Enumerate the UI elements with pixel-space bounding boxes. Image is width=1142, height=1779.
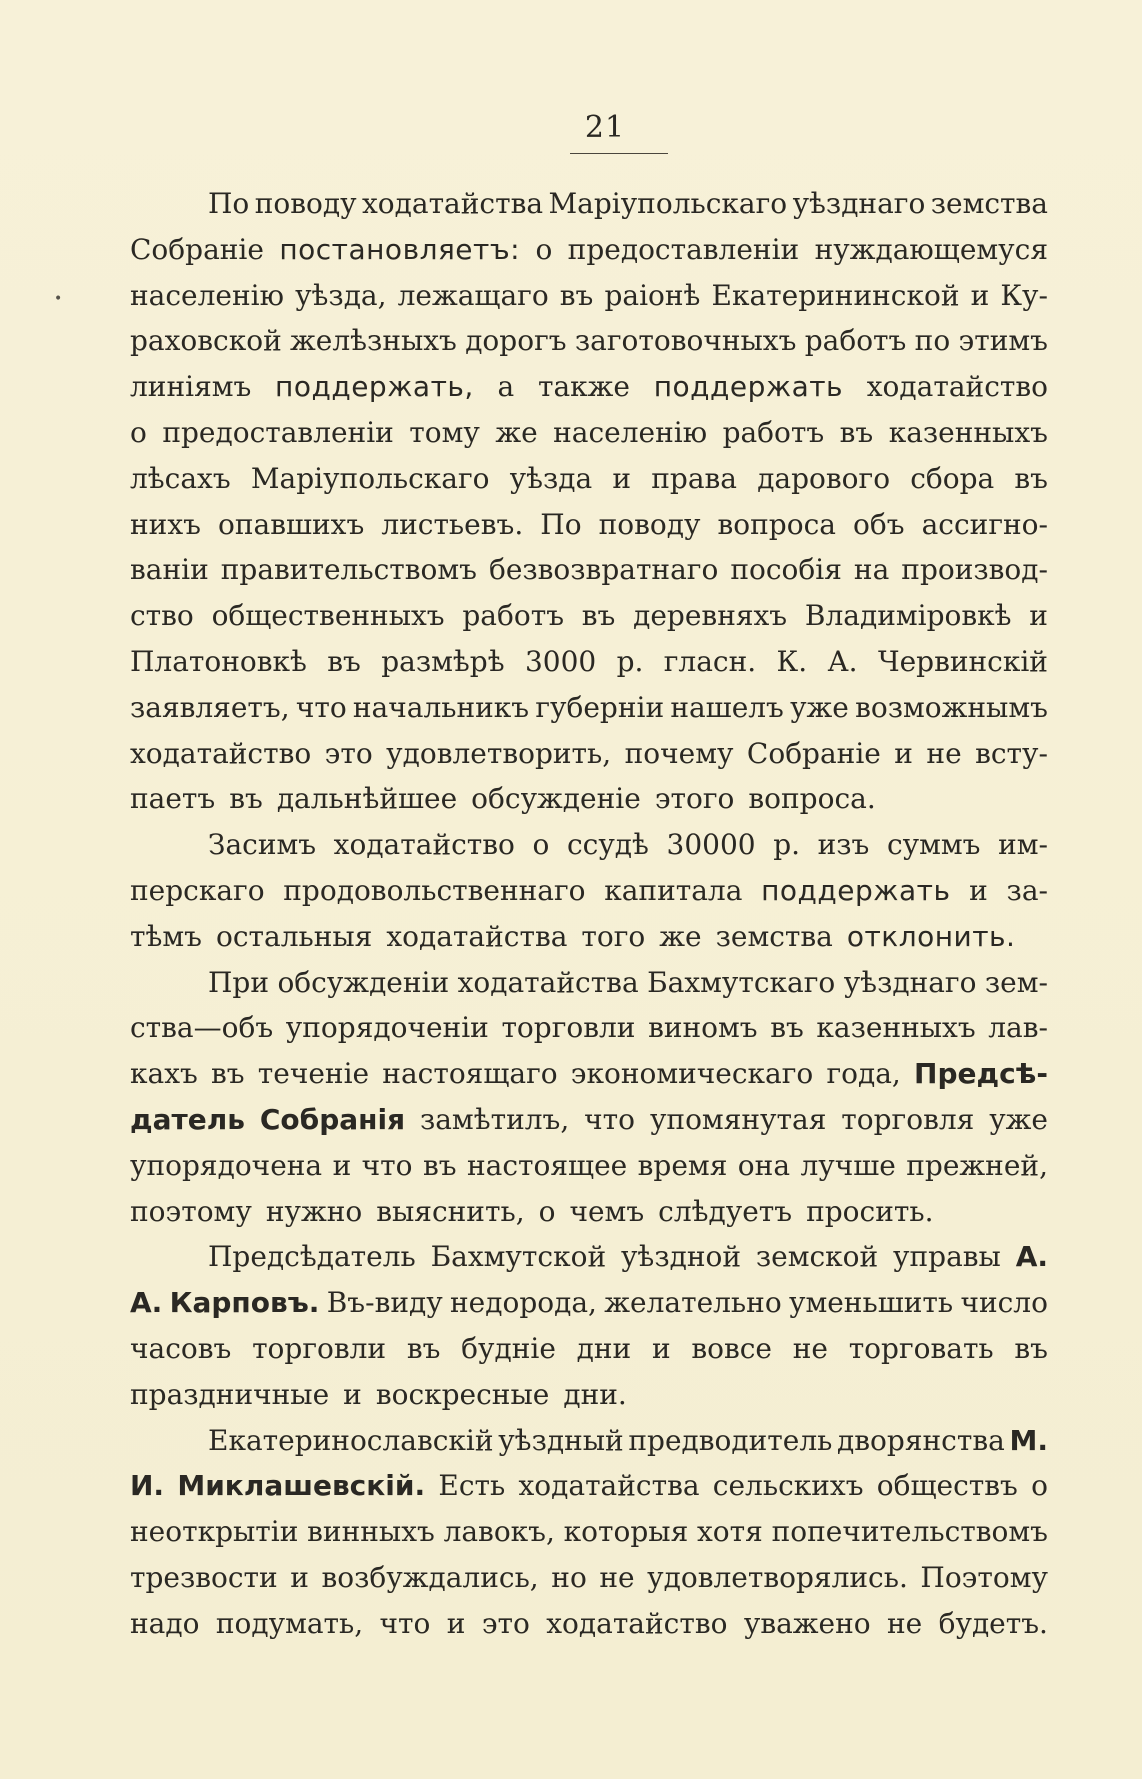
word: возможнымъ	[855, 690, 1048, 724]
word: дни.	[563, 1377, 627, 1411]
word: въ	[770, 1011, 804, 1045]
word: также	[537, 370, 630, 404]
word: желѣзныхъ	[290, 324, 457, 358]
page-number-rule	[570, 153, 668, 154]
word: вопроса.	[748, 782, 876, 816]
word: заготовочныхъ	[574, 324, 797, 358]
word: дальнѣйшее	[276, 782, 458, 816]
text-line	[130, 547, 1048, 593]
word: того	[581, 919, 646, 953]
word: а	[497, 370, 515, 404]
word: лав-	[988, 1011, 1048, 1045]
page-number: 21	[584, 110, 626, 145]
word: упомянутая	[649, 1102, 827, 1136]
body-text	[130, 181, 1048, 1647]
word: населенію	[130, 278, 284, 312]
text-line	[130, 1372, 1048, 1418]
word: которыя	[563, 1515, 689, 1549]
word: настоящаго	[382, 1057, 558, 1091]
text-line	[130, 685, 1048, 731]
word: ходатайства	[361, 187, 544, 220]
text-line	[130, 731, 1048, 777]
word: капитала	[604, 873, 743, 907]
word: Владиміровкѣ	[804, 599, 1012, 633]
word: винныхъ	[307, 1515, 435, 1549]
word: за-	[1006, 873, 1048, 907]
text-line	[130, 273, 1048, 319]
word: дорогъ	[465, 324, 567, 358]
spaced-emphasis-word: поддержать	[761, 873, 951, 907]
bold-name-word: Собранія	[259, 1102, 406, 1136]
word: трезвости	[130, 1560, 278, 1594]
word: выяснить,	[376, 1194, 525, 1228]
text-line	[130, 1143, 1048, 1189]
word: сбора	[910, 461, 995, 495]
word: ходатайства	[518, 1469, 700, 1503]
word: лавокъ,	[443, 1515, 555, 1549]
word: Червинскій	[877, 644, 1048, 678]
word: заявляетъ,	[130, 690, 290, 724]
word: Есть	[438, 1469, 506, 1503]
word: линіямъ	[130, 370, 252, 404]
word: листьевъ.	[381, 507, 524, 541]
word: дворянства	[837, 1423, 1005, 1457]
word: о	[532, 828, 550, 862]
word: въ	[1014, 461, 1048, 495]
text-line	[130, 1418, 1048, 1464]
word: нуждающемуся	[814, 232, 1048, 266]
word: въ	[327, 644, 361, 678]
word: воскресные	[375, 1377, 550, 1411]
word: обсужденіи	[277, 965, 450, 999]
word: замѣтилъ,	[419, 1102, 570, 1136]
word: Собраніе	[746, 736, 881, 770]
word: уѣзда,	[295, 278, 387, 312]
word: По	[208, 187, 250, 220]
word: ходатайство	[130, 736, 312, 770]
text-line	[130, 1097, 1048, 1143]
word: 30000	[666, 828, 756, 862]
word: же	[495, 415, 538, 449]
word: ходатайства	[386, 919, 568, 953]
spaced-emphasis-word: поддержать,	[275, 370, 474, 404]
word: лежащаго	[397, 278, 549, 312]
word: размѣрѣ	[381, 644, 505, 678]
text-line	[130, 1509, 1048, 1555]
text-line	[130, 410, 1048, 456]
bold-name-word: Карповъ.	[169, 1286, 320, 1320]
word: время	[637, 1148, 728, 1182]
word: лѣсахъ	[130, 461, 231, 495]
word: начальникъ	[352, 690, 530, 724]
text-line	[130, 868, 1048, 914]
word: въ	[559, 278, 594, 312]
word: деревняхъ	[633, 599, 788, 633]
word: даровогo	[757, 461, 891, 495]
word: и	[446, 1606, 466, 1640]
word: нихъ	[130, 507, 201, 541]
word: изъ	[817, 828, 870, 862]
word: земской	[755, 1240, 879, 1274]
text-line	[130, 502, 1048, 548]
word: почему	[624, 736, 734, 770]
spaced-emphasis-word: поддержать	[653, 370, 844, 404]
word: Платоновкѣ	[130, 644, 307, 678]
text-line	[130, 1051, 1048, 1097]
word: хотя	[697, 1515, 763, 1549]
word: неоткрытіи	[130, 1515, 299, 1549]
word: общественныхъ	[211, 599, 445, 633]
word: казенныхъ	[816, 1011, 976, 1045]
word: слѣдуетъ	[658, 1194, 793, 1228]
margin-mark: •	[54, 291, 63, 307]
word: ходатайство	[866, 370, 1048, 404]
word: Екатерининской	[711, 278, 960, 312]
word: упорядоченіи	[285, 1011, 489, 1045]
word: будетъ.	[938, 1606, 1048, 1640]
word: желательно	[604, 1286, 782, 1320]
word: права	[651, 461, 738, 495]
word: вовсе	[691, 1331, 772, 1365]
word: предоставленіи	[567, 232, 800, 266]
word: дни	[576, 1331, 632, 1365]
word: о	[1031, 1469, 1048, 1503]
word: на	[853, 553, 890, 587]
word: что	[295, 690, 347, 724]
word: 3000	[524, 644, 597, 678]
word: К.	[776, 644, 808, 678]
word: А.	[827, 644, 858, 678]
word: возбуждались,	[321, 1560, 539, 1594]
word: этого	[654, 782, 735, 816]
word: обсужденіе	[471, 782, 641, 816]
word: ходатайства	[457, 965, 639, 999]
word: въ	[581, 599, 616, 633]
word: въ	[211, 1057, 245, 1091]
word: раховской	[130, 324, 282, 358]
word: прежней,	[906, 1148, 1048, 1182]
word: лучше	[800, 1148, 896, 1182]
word: и	[343, 1377, 362, 1411]
word: остальныя	[215, 919, 373, 953]
word: будніе	[461, 1331, 556, 1365]
text-line	[130, 181, 1048, 227]
word: суммъ	[886, 828, 981, 862]
word: въ	[229, 782, 263, 816]
word: р.	[773, 828, 801, 862]
word: чемъ	[569, 1194, 645, 1228]
word: число	[960, 1286, 1048, 1320]
word: уѣздной	[620, 1240, 742, 1274]
text-line	[130, 639, 1048, 685]
bold-name-word: А.	[130, 1286, 163, 1320]
word: вопроса	[717, 507, 836, 541]
word: поводу	[598, 507, 701, 541]
word: ваніи	[130, 553, 209, 587]
word: паетъ	[130, 782, 216, 816]
word: уменьшить	[788, 1286, 954, 1320]
word: При	[208, 965, 270, 999]
word: торговли	[501, 1011, 636, 1045]
word: поэтому	[130, 1194, 252, 1228]
word: р.	[616, 644, 644, 678]
spaced-emphasis-word: постановляетъ:	[279, 232, 521, 266]
word: ства—объ	[130, 1011, 274, 1045]
word: Екатеринославскій	[208, 1423, 494, 1457]
bold-name-word: И.	[130, 1469, 165, 1503]
word: ство	[130, 599, 194, 633]
word: Засимъ	[208, 828, 317, 862]
word: Бахмутской	[430, 1240, 607, 1274]
word: недорода,	[450, 1286, 597, 1320]
word: уже	[989, 1102, 1048, 1136]
word: экономическаго	[570, 1057, 814, 1091]
word: теченіе	[257, 1057, 370, 1091]
word: торговать	[848, 1331, 994, 1365]
word: въ	[839, 415, 874, 449]
word: по	[914, 324, 951, 358]
word: года,	[826, 1057, 901, 1091]
text-line	[130, 1189, 1048, 1235]
word: просить.	[806, 1194, 934, 1228]
bold-name-word: Миклашевскій.	[177, 1469, 426, 1503]
word: часовъ	[130, 1331, 232, 1365]
word: но	[551, 1560, 587, 1594]
word: перскаго	[130, 873, 265, 907]
word: уѣзда	[509, 461, 593, 495]
word: и	[969, 873, 988, 907]
word: что	[361, 1148, 413, 1182]
word: предводитель	[628, 1423, 833, 1457]
word: это	[324, 736, 373, 770]
word: земства	[930, 187, 1048, 220]
text-line	[130, 1005, 1048, 1051]
text-line	[130, 776, 1048, 822]
word: и	[612, 461, 632, 495]
word: нужно	[265, 1194, 363, 1228]
word: надо	[130, 1606, 200, 1640]
text-line	[130, 822, 1048, 868]
word: Собраніе	[130, 232, 264, 266]
word: и	[970, 278, 990, 312]
word: не	[792, 1331, 828, 1365]
word: уважено	[743, 1606, 871, 1640]
text-line	[130, 1326, 1048, 1372]
word: Ку-	[1000, 278, 1048, 312]
word: пособія	[730, 553, 842, 587]
word: ассигно-	[921, 507, 1048, 541]
word: казенныхъ	[888, 415, 1048, 449]
word: земства	[715, 919, 833, 953]
word: объ	[853, 507, 905, 541]
word: Въ-виду	[326, 1286, 443, 1320]
word: кахъ	[130, 1057, 198, 1091]
text-line	[130, 456, 1048, 502]
word: она	[737, 1148, 791, 1182]
word: ходатайство	[546, 1606, 728, 1640]
word: подумать,	[215, 1606, 364, 1640]
word: уѣзднаго	[792, 187, 926, 220]
word: населенію	[553, 415, 708, 449]
text-line	[130, 1555, 1048, 1601]
word: производ-	[901, 553, 1048, 587]
text-line	[130, 1234, 1048, 1280]
word: и	[332, 1148, 352, 1182]
word: и	[894, 736, 913, 770]
word: и	[1029, 599, 1048, 633]
word: же	[659, 919, 702, 953]
word: что	[584, 1102, 636, 1136]
bold-name-word: М.	[1009, 1423, 1048, 1457]
word: о	[535, 232, 553, 266]
word: тому	[409, 415, 480, 449]
bold-name-word: датель	[130, 1102, 245, 1136]
text-line	[130, 318, 1048, 364]
word: Маріупольскаго	[548, 187, 788, 220]
word: всту-	[975, 736, 1048, 770]
word: попечительствомъ	[771, 1515, 1048, 1549]
word: По	[540, 507, 582, 541]
word: въ	[1014, 1331, 1048, 1365]
text-line	[130, 914, 1048, 960]
text-line	[130, 1463, 1048, 1509]
word: работъ	[462, 599, 565, 633]
word: работъ	[804, 324, 907, 358]
word: этимъ	[958, 324, 1048, 358]
word: не	[599, 1560, 635, 1594]
text-line	[130, 227, 1048, 273]
word: ходатайство	[333, 828, 515, 862]
text-line	[130, 364, 1048, 410]
word: им-	[998, 828, 1048, 862]
bold-name-word: Предсѣ-	[914, 1057, 1048, 1091]
word: нашелъ	[670, 690, 784, 724]
word: настоящее	[466, 1148, 628, 1182]
word: губерніи	[535, 690, 665, 724]
word: сельскихъ	[712, 1469, 864, 1503]
word: что	[379, 1606, 431, 1640]
word: безвозвратнаго	[488, 553, 719, 587]
word: уѣздный	[498, 1423, 624, 1457]
word: продовольственнаго	[283, 873, 586, 907]
word: торговли	[252, 1331, 387, 1365]
word: ссудѣ	[566, 828, 649, 862]
word: и	[651, 1331, 671, 1365]
word: Предсѣдатель	[208, 1240, 416, 1274]
word: поводу	[254, 187, 357, 220]
word: въ	[406, 1331, 441, 1365]
word: предоставленіи	[162, 415, 394, 449]
word: это	[481, 1606, 530, 1640]
word: и	[290, 1560, 309, 1594]
word: обществъ	[876, 1469, 1018, 1503]
word: Маріупольскаго	[250, 461, 490, 495]
word: виномъ	[648, 1011, 758, 1045]
word: упорядочена	[130, 1148, 323, 1182]
word: Бахмутскаго	[647, 965, 836, 999]
bold-name-word: А.	[1015, 1240, 1048, 1274]
word: торговля	[841, 1102, 975, 1136]
word: не	[926, 736, 962, 770]
word: о	[538, 1194, 556, 1228]
word: праздничные	[130, 1377, 330, 1411]
text-line	[130, 1280, 1048, 1326]
word: работъ	[722, 415, 825, 449]
word: уѣзднаго	[843, 965, 977, 999]
text-line	[130, 1601, 1048, 1647]
word: въ	[422, 1148, 457, 1182]
word: гласн.	[663, 644, 757, 678]
word: опавшихъ	[217, 507, 365, 541]
word: удовлетворялись.	[647, 1560, 908, 1594]
word: удовлетворить,	[386, 736, 612, 770]
word: уже	[790, 690, 849, 724]
text-line	[130, 593, 1048, 639]
word: управы	[893, 1240, 1001, 1274]
word: Поэтому	[920, 1560, 1048, 1594]
word: о	[130, 415, 147, 449]
text-line	[130, 960, 1048, 1006]
word: не	[887, 1606, 923, 1640]
word: тѣмъ	[130, 919, 202, 953]
spaced-emphasis-word: отклонить.	[846, 919, 1016, 953]
word: зем-	[984, 965, 1048, 999]
word: раіонѣ	[604, 278, 701, 312]
word: правительствомъ	[220, 553, 477, 587]
